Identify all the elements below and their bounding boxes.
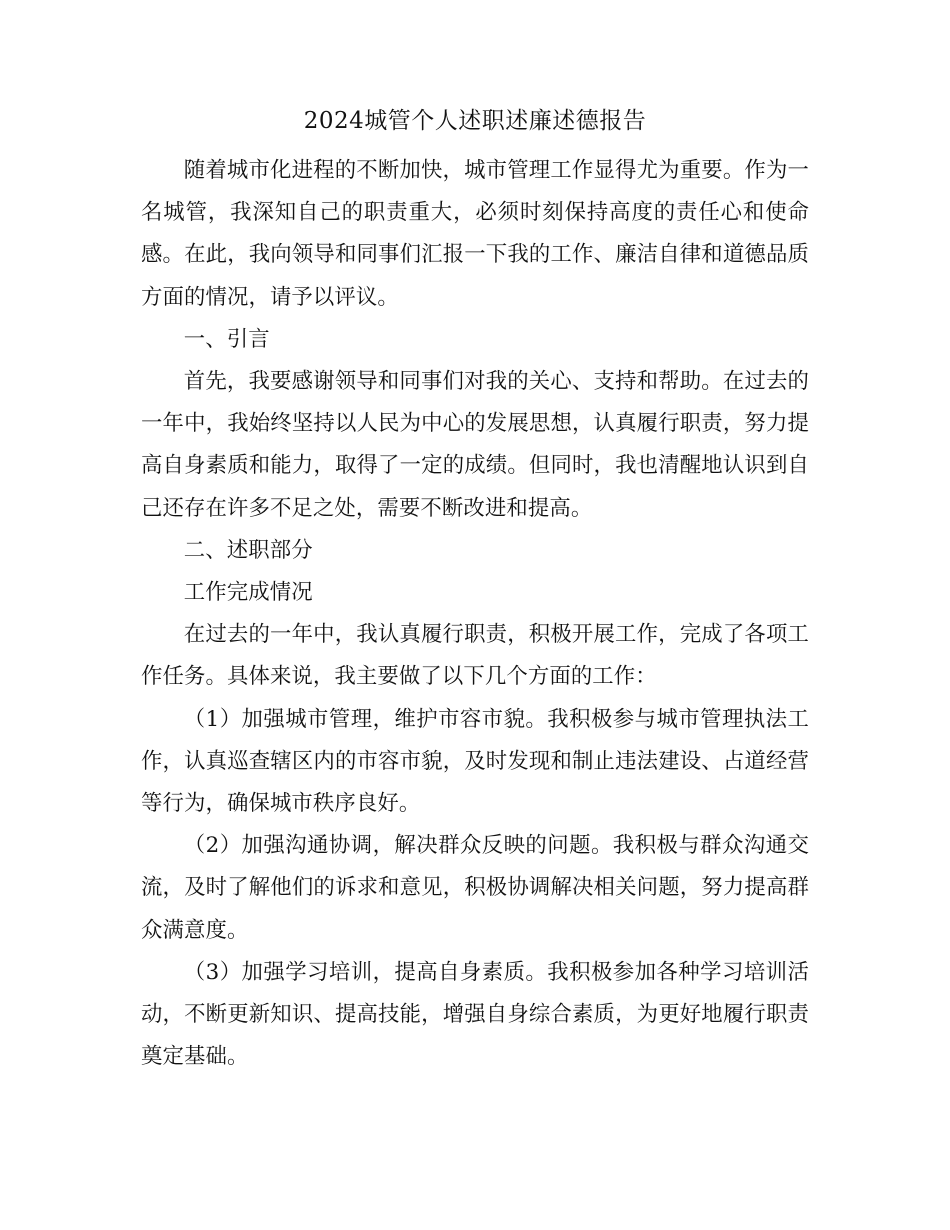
paragraph-intro: 随着城市化进程的不断加快，城市管理工作显得尤为重要。作为一名城管，我深知自己的职责重大，必须时刻保持高度的责任心和使命感。在此，我向领导和同事们汇报一下我的工作、廉洁自律和道德品质方面的情况，请予以评议。 [141,158,809,310]
document-body [141,150,809,1078]
paragraph-work-overview: 在过去的一年中，我认真履行职责，积极开展工作，完成了各项工作任务。具体来说，我主要做了以下几个方面的工作： [141,622,809,690]
list-item-city-management: （1）加强城市管理，维护市容市貌。我积极参与城市管理执法工作，认真巡查辖区内的市容市貌，及时发现和制止违法建设、占道经营等行为，确保城市秩序良好。 [141,706,809,817]
document-title: 2024城管个人述职述廉述德报告 [303,108,647,134]
list-item-communication: （2）加强沟通协调，解决群众反映的问题。我积极与群众沟通交流，及时了解他们的诉求和意见，积极协调解决相关问题，努力提高群众满意度。 [141,833,809,943]
subheading-work-completion: 工作完成情况 [183,580,313,606]
heading-duty-report: 二、述职部分 [183,537,313,563]
heading-introduction: 一、引言 [183,326,270,352]
list-item-training: （3）加强学习培训，提高自身素质。我积极参加各种学习培训活动，不断更新知识、提高技能，增强自身综合素质，为更好地履行职责奠定基础。 [141,959,809,1070]
paragraph-thanks: 首先，我要感谢领导和同事们对我的关心、支持和帮助。在过去的一年中，我始终坚持以人民为中心的发展思想，认真履行职责，努力提高自身素质和能力，取得了一定的成绩。但同时，我也清醒地认识到自己还存在许多不足之处，需要不断改进和提高。 [141,369,809,521]
